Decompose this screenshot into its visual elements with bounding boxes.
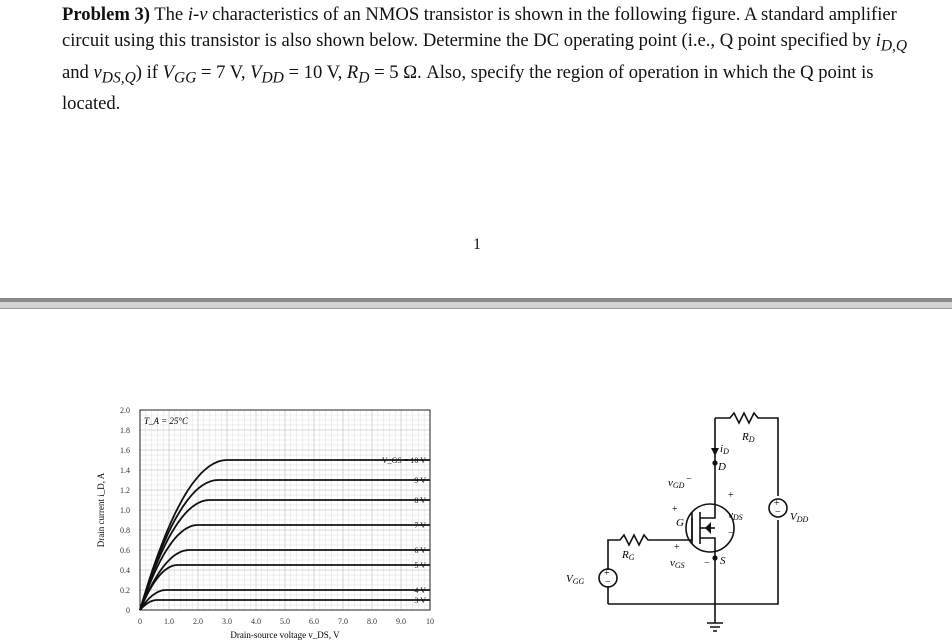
problem-text-3: and: [62, 61, 94, 83]
x-axis-label: Drain-source voltage v_DS, V: [230, 630, 340, 640]
vdd-label: VDD: [790, 511, 809, 524]
rd-subscript: D: [358, 69, 370, 87]
source-lead: [700, 538, 715, 550]
drain-lead: [700, 506, 715, 518]
chart-grid: [140, 410, 430, 610]
curve-label: 5 V: [414, 561, 426, 570]
source-node: [712, 555, 717, 560]
problem-text-2: characteristics of an NMOS transistor is shown in the following figure. A standard amplifier circuit using this transistor is also shown below. Determine the DC operating point (i.e., Q point specified by: [62, 4, 897, 51]
amplifier-circuit: [560, 408, 809, 638]
problem-text-6: = 10 V,: [283, 61, 347, 83]
x-tick-label: 3.0: [222, 617, 232, 626]
x-tick-label: 7.0: [338, 617, 348, 626]
vdd-minus: −: [775, 507, 781, 518]
vdd-symbol: V: [250, 61, 262, 83]
curve-label: 8 V: [414, 496, 426, 505]
y-tick-label: 1.6: [120, 446, 130, 455]
vds-minus: −: [728, 528, 734, 539]
vgg-symbol: V: [162, 61, 174, 83]
iv-term: i-v: [187, 4, 208, 25]
curve-label: 3 V: [414, 596, 426, 605]
ground-symbol: [707, 623, 723, 631]
x-tick-label: 10: [426, 617, 434, 626]
y-tick-label: 0.4: [120, 566, 130, 575]
vgg-minus: −: [605, 577, 611, 588]
curve-labels: [382, 456, 426, 605]
problem-text-5: = 7 V,: [196, 61, 251, 83]
x-tick-label: 0: [138, 617, 142, 626]
vgd-minus: +: [672, 504, 678, 515]
y-tick-label: 1.4: [120, 466, 130, 475]
vds-plus: +: [728, 490, 734, 501]
x-tick-label: 5.0: [280, 617, 290, 626]
vgd-label: vGD: [668, 477, 685, 490]
y-tick-label: 0.6: [120, 546, 130, 555]
drain-node: [712, 460, 717, 465]
vgd-plus: −: [686, 474, 692, 485]
rg-label: RG: [622, 549, 635, 562]
source-label: S: [720, 555, 726, 567]
problem-statement: [62, 2, 922, 117]
id-label: iD: [720, 443, 729, 456]
y-tick-label: 1.8: [120, 426, 130, 435]
temperature-annotation: T_A = 25°C: [144, 416, 189, 426]
vgs-plus: +: [674, 542, 680, 553]
y-tick-label: 0: [126, 606, 130, 615]
page-divider-line: [0, 308, 952, 309]
problem-text-7: = 5 Ω. Also, specify the region of operation in which the Q point is located.: [62, 61, 874, 115]
curve-label: 4 V: [414, 586, 426, 595]
current-arrow: [711, 448, 719, 456]
y-tick-label: 0.2: [120, 586, 130, 595]
x-tick-label: 1.0: [164, 617, 174, 626]
vdd-subscript: DD: [261, 69, 284, 87]
vdd-plus: +: [774, 498, 780, 509]
idq-subscript: D,Q: [880, 37, 908, 55]
iv-characteristics-chart: [90, 400, 450, 644]
vgs-minus: −: [704, 558, 710, 569]
idq-symbol: i: [875, 30, 881, 51]
vdsq-subscript: DS,Q: [101, 69, 136, 87]
drain-label: D: [718, 461, 726, 473]
x-tick-label: 9.0: [396, 617, 406, 626]
gate-label: G: [676, 517, 684, 529]
y-tick-label: 2.0: [120, 406, 130, 415]
x-tick-label: 4.0: [251, 617, 261, 626]
vds-label: vDS: [728, 509, 743, 522]
x-tick-label: 8.0: [367, 617, 377, 626]
y-tick-label: 0.8: [120, 526, 130, 535]
x-tick-label: 6.0: [309, 617, 319, 626]
vgs-label: vGS: [670, 557, 685, 570]
problem-text-4: ) if: [135, 61, 163, 83]
x-tick-label: 2.0: [193, 617, 203, 626]
vdsq-symbol: v: [93, 61, 102, 83]
page-number: 1: [473, 236, 481, 253]
curve-label: 6 V: [414, 546, 426, 555]
curve-label: 7 V: [414, 521, 426, 530]
rd-label: RD: [742, 431, 755, 444]
problem-label: Problem 3): [62, 4, 150, 25]
curve-label: V_GS = 10 V: [381, 456, 426, 465]
x-tick-labels: [138, 617, 434, 626]
y-tick-label: 1.2: [120, 486, 130, 495]
vgg-plus: +: [604, 568, 610, 579]
problem-text-1: The: [149, 4, 188, 25]
vgg-subscript: GG: [174, 69, 197, 87]
rd-symbol: R: [346, 61, 359, 83]
y-axis-label: Drain current i_D, A: [96, 472, 106, 548]
y-tick-label: 1.0: [120, 506, 130, 515]
vgg-label: VGG: [566, 573, 585, 586]
body-arrow: [705, 522, 711, 534]
y-tick-labels: [120, 406, 130, 615]
curve-label: 9 V: [414, 476, 426, 485]
